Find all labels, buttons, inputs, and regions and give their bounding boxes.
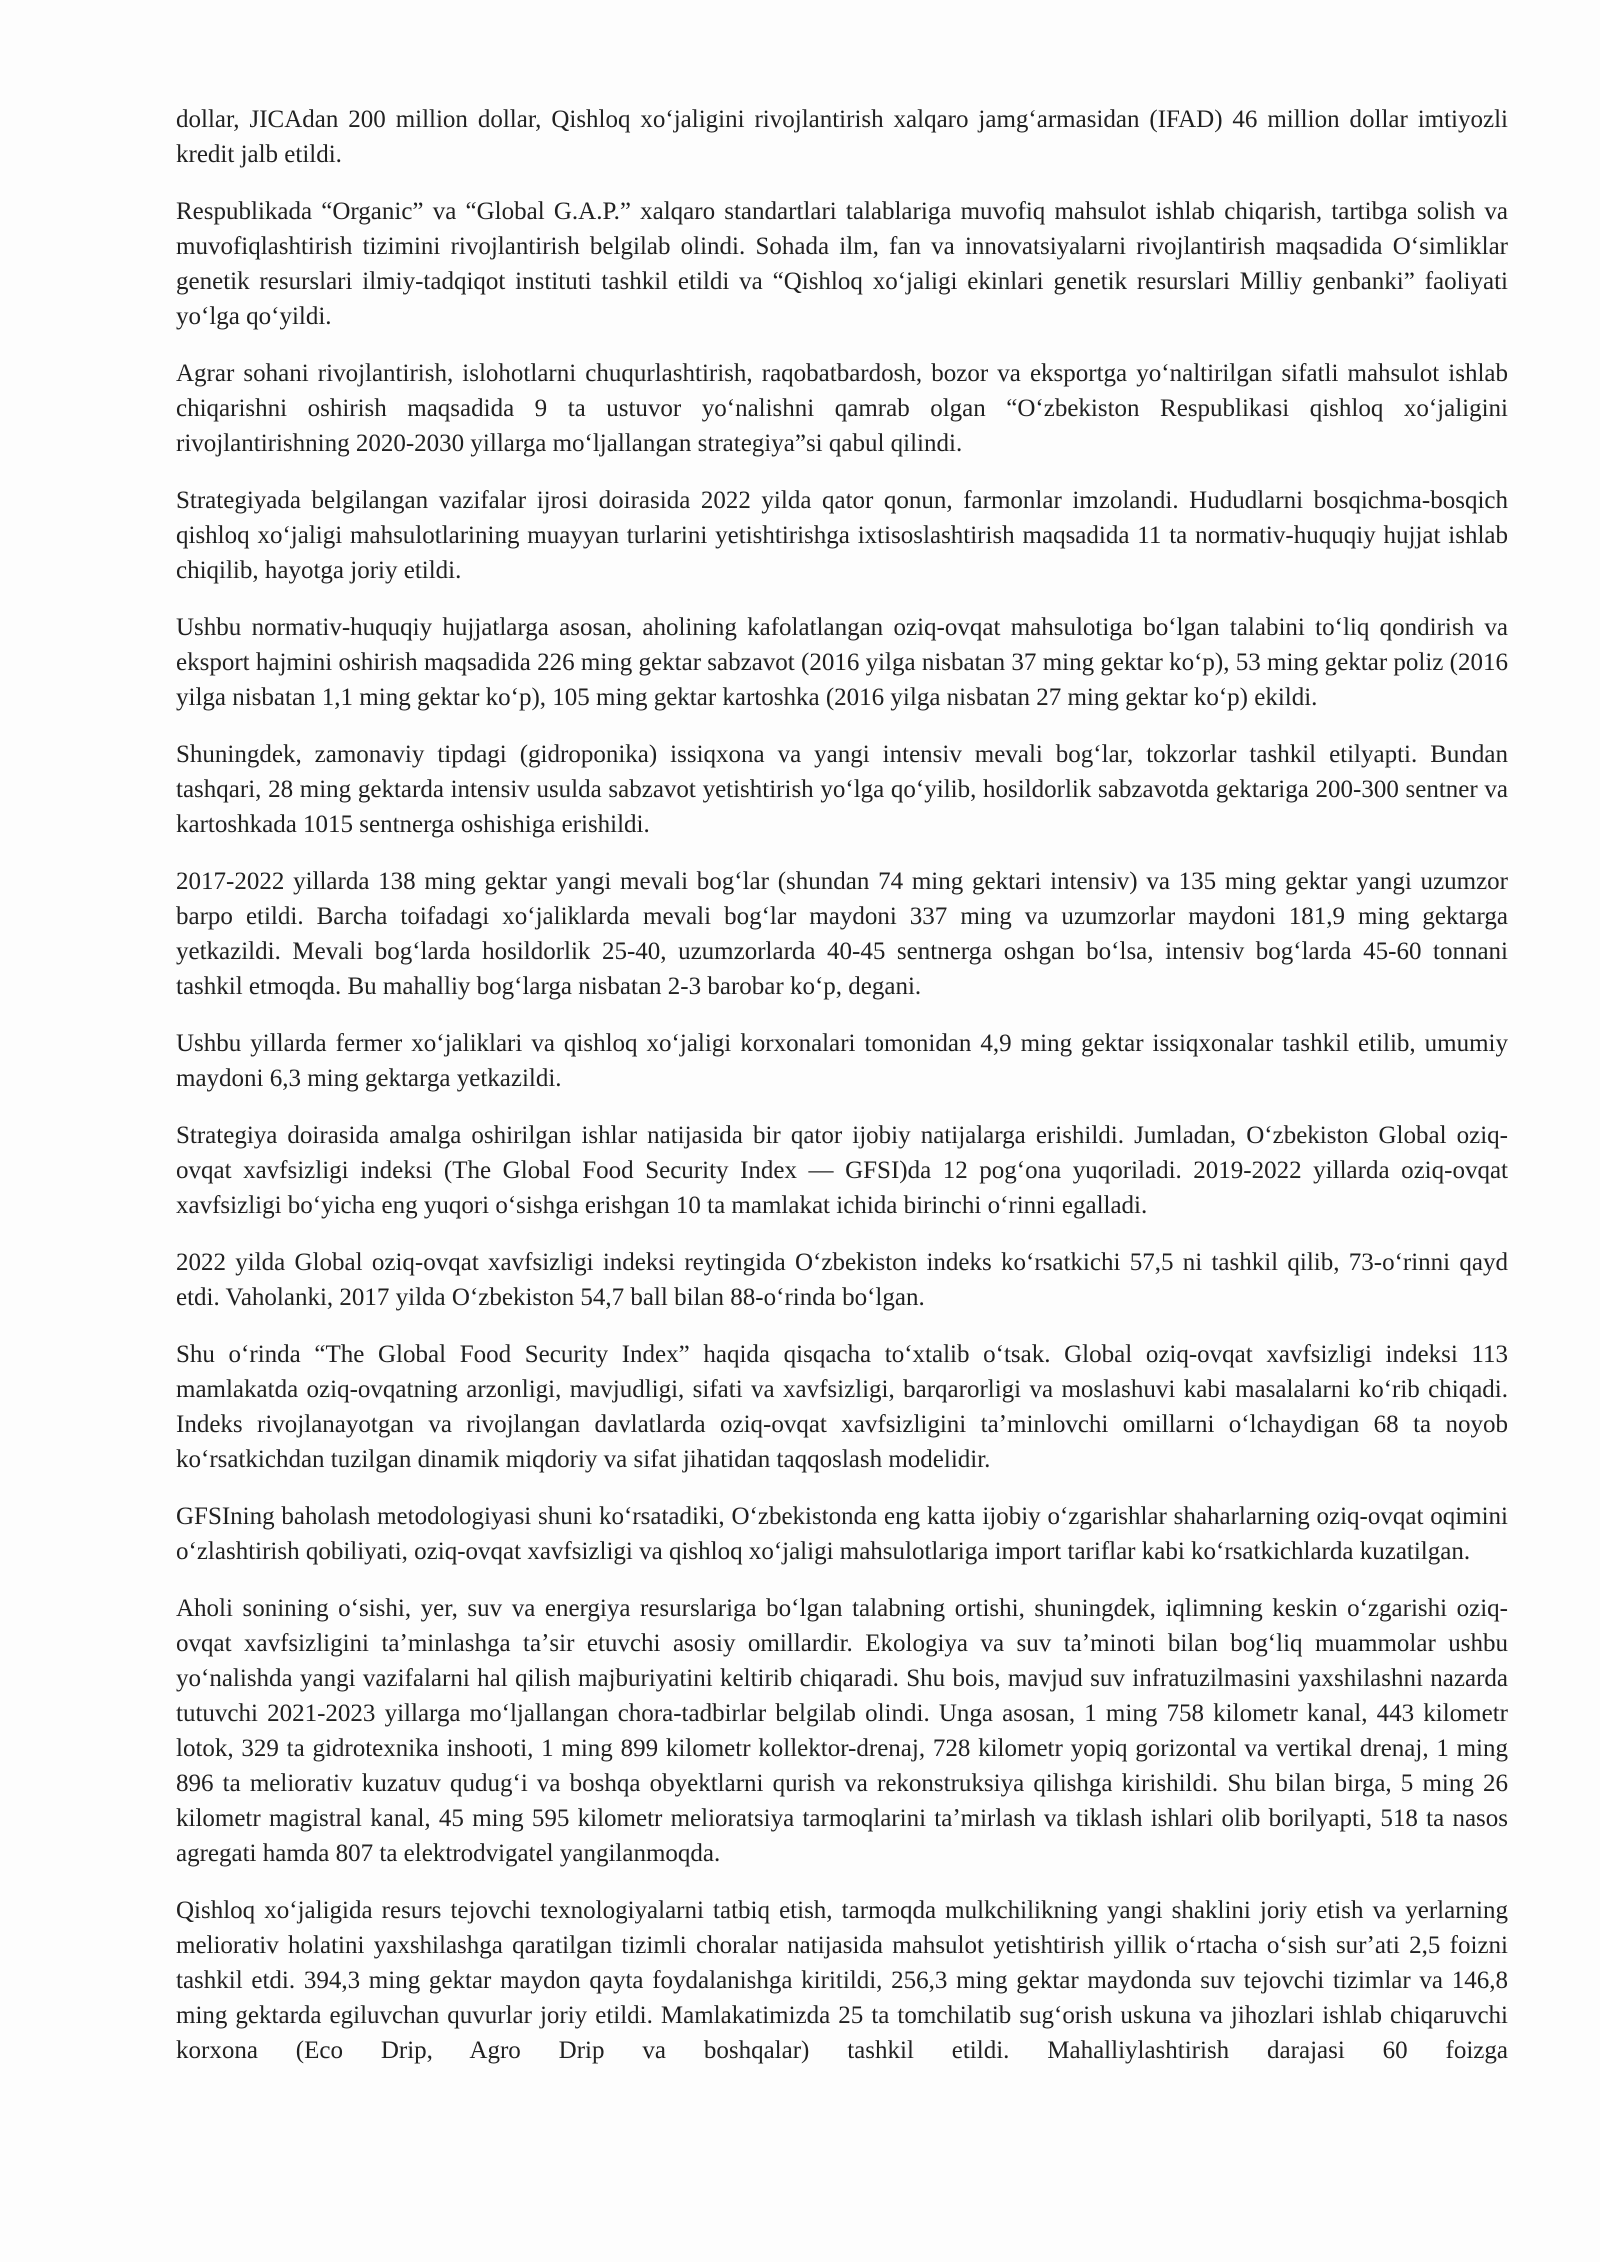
paragraph: GFSIning baholash metodologiyasi shuni koʻrsatadiki, Oʻzbekistonda eng katta ijobiy oʻzgarishlar shaharlarning oziq-ovqat oqimini oʻzlashtirish qobiliyati, oziq-ovqat xavfsizligi va qishloq xoʻjaligi mahsulotlariga import tariflar kabi koʻrsatkichlarda kuzatilgan.	[176, 1503, 1508, 1565]
paragraph: Ushbu normativ-huquqiy hujjatlarga asosan, aholining kafolatlangan oziq-ovqat mahsulotiga boʻlgan talabini toʻliq qondirish va eksport hajmini oshirish maqsadida 226 ming gektar sabzavot (2016 yilga nisbatan 37 ming gektar koʻp), 53 ming gektar poliz (2016 yilga nisbatan 1,1 ming gektar koʻp), 105 ming gektar kartoshka (2016 yilga nisbatan 27 ming gektar koʻp) ekildi.	[176, 614, 1508, 711]
paragraph: Shu oʻrinda “The Global Food Security Index” haqida qisqacha toʻxtalib oʻtsak. Global oziq-ovqat xavfsizligi indeksi 113 mamlakatda oziq-ovqatning arzonligi, mavjudligi, sifati va xavfsizligi, barqarorligi va moslashuvi kabi masalalarni koʻrib chiqadi. Indeks rivojlanayotgan va rivojlangan davlatlarda oziq-ovqat xavfsizligini taʼminlovchi omillarni oʻlchaydigan 68 ta noyob koʻrsatkichdan tuzilgan dinamik miqdoriy va sifat jihatidan taqqoslash modelidir.	[176, 1341, 1508, 1473]
paragraph-cutoff: Qishloq xoʻjaligida resurs tejovchi texnologiyalarni tatbiq etish, tarmoqda mulkchilikning yangi shaklini joriy etish va yerlarning meliorativ holatini yaxshilashga qaratilgan tizimli choralar natijasida mahsulot yetishtirish yillik oʻrtacha oʻsish surʼati 2,5 foizni tashkil etdi. 394,3 ming gektar maydon qayta foydalanishga kiritildi, 256,3 ming gektar maydonda suv tejovchi tizimlar va 146,8 ming gektarda egiluvchan quvurlar joriy etildi. Mamlakatimizda 25 ta tomchilatib sugʻorish uskuna va jihozlari ishlab chiqaruvchi korxona (Eco Drip, Agro Drip va boshqalar) tashkil etildi. Mahalliylashtirish darajasi 60 foizga	[176, 1897, 1508, 2064]
paragraph: Respublikada “Organic” va “Global G.A.P.” xalqaro standartlari talablariga muvofiq mahsulot ishlab chiqarish, tartibga solish va muvofiqlashtirish tizimini rivojlantirish belgilab olindi. Sohada ilm, fan va innovatsiyalarni rivojlantirish maqsadida Oʻsimliklar genetik resurslari ilmiy-tadqiqot instituti tashkil etildi va “Qishloq xoʻjaligi ekinlari genetik resurslari Milliy genbanki” faoliyati yoʻlga qoʻyildi.	[176, 198, 1508, 330]
paragraph: Strategiyada belgilangan vazifalar ijrosi doirasida 2022 yilda qator qonun, farmonlar imzolandi. Hududlarni bosqichma-bosqich qishloq xoʻjaligi mahsulotlarining muayyan turlarini yetishtirishga ixtisoslashtirish maqsadida 11 ta normativ-huquqiy hujjat ishlab chiqilib, hayotga joriy etildi.	[176, 487, 1508, 584]
paragraph: 2017-2022 yillarda 138 ming gektar yangi mevali bogʻlar (shundan 74 ming gektari intensiv) va 135 ming gektar yangi uzumzor barpo etildi. Barcha toifadagi xoʻjaliklarda mevali bogʻlar maydoni 337 ming va uzumzorlar maydoni 181,9 ming gektarga yetkazildi. Mevali bogʻlarda hosildorlik 25-40, uzumzorlarda 40-45 sentnerga oshgan boʻlsa, intensiv bogʻlarda 45-60 tonnani tashkil etmoqda. Bu mahalliy bogʻlarga nisbatan 2-3 barobar koʻp, degani.	[176, 868, 1508, 1000]
paragraph: Agrar sohani rivojlantirish, islohotlarni chuqurlashtirish, raqobatbardosh, bozor va eksportga yoʻnaltirilgan sifatli mahsulot ishlab chiqarishni oshirish maqsadida 9 ta ustuvor yoʻnalishni qamrab olgan “Oʻzbekiston Respublikasi qishloq xoʻjaligini rivojlantirishning 2020-2030 yillarga moʻljallangan strategiya”si qabul qilindi.	[176, 360, 1508, 457]
paragraph: Strategiya doirasida amalga oshirilgan ishlar natijasida bir qator ijobiy natijalarga erishildi. Jumladan, Oʻzbekiston Global oziq-ovqat xavfsizligi indeksi (The Global Food Security Index — GFSI)da 12 pogʻona yuqoriladi. 2019-2022 yillarda oziq-ovqat xavfsizligi boʻyicha eng yuqori oʻsishga erishgan 10 ta mamlakat ichida birinchi oʻrinni egalladi.	[176, 1122, 1508, 1219]
paragraph: dollar, JICAdan 200 million dollar, Qishloq xoʻjaligini rivojlantirish xalqaro jamgʻarmasidan (IFAD) 46 million dollar imtiyozli kredit jalb etildi.	[176, 106, 1508, 168]
paragraph: 2022 yilda Global oziq-ovqat xavfsizligi indeksi reytingida Oʻzbekiston indeks koʻrsatkichi 57,5 ni tashkil qilib, 73-oʻrinni qayd etdi. Vaholanki, 2017 yilda Oʻzbekiston 54,7 ball bilan 88-oʻrinda boʻlgan.	[176, 1249, 1508, 1311]
document-text	[176, 102, 1508, 2068]
paragraph: Shuningdek, zamonaviy tipdagi (gidroponika) issiqxona va yangi intensiv mevali bogʻlar, tokzorlar tashkil etilyapti. Bundan tashqari, 28 ming gektarda intensiv usulda sabzavot yetishtirish yoʻlga qoʻyilib, hosildorlik sabzavotda gektariga 200-300 sentner va kartoshkada 1015 sentnerga oshishiga erishildi.	[176, 741, 1508, 838]
paragraph: Aholi sonining oʻsishi, yer, suv va energiya resurslariga boʻlgan talabning ortishi, shuningdek, iqlimning keskin oʻzgarishi oziq-ovqat xavfsizligini taʼminlashga taʼsir etuvchi asosiy omillardir. Ekologiya va suv taʼminoti bilan bogʻliq muammolar ushbu yoʻnalishda yangi vazifalarni hal qilish majburiyatini keltirib chiqaradi. Shu bois, mavjud suv infratuzilmasini yaxshilashni nazarda tutuvchi 2021-2023 yillarga moʻljallangan chora-tadbirlar belgilab olindi. Unga asosan, 1 ming 758 kilometr kanal, 443 kilometr lotok, 329 ta gidrotexnika inshooti, 1 ming 899 kilometr kollektor-drenaj, 728 kilometr yopiq gorizontal va vertikal drenaj, 1 ming 896 ta meliorativ kuzatuv qudugʻi va boshqa obyektlarni qurish va rekonstruksiya qilishga kirishildi. Shu bilan birga, 5 ming 26 kilometr magistral kanal, 45 ming 595 kilometr melioratsiya tarmoqlarini taʼmirlash va tiklash ishlari olib borilyapti, 518 ta nasos agregati hamda 807 ta elektrodvigatel yangilanmoqda.	[176, 1595, 1508, 1867]
paragraph: Ushbu yillarda fermer xoʻjaliklari va qishloq xoʻjaligi korxonalari tomonidan 4,9 ming gektar issiqxonalar tashkil etilib, umumiy maydoni 6,3 ming gektarga yetkazildi.	[176, 1030, 1508, 1092]
